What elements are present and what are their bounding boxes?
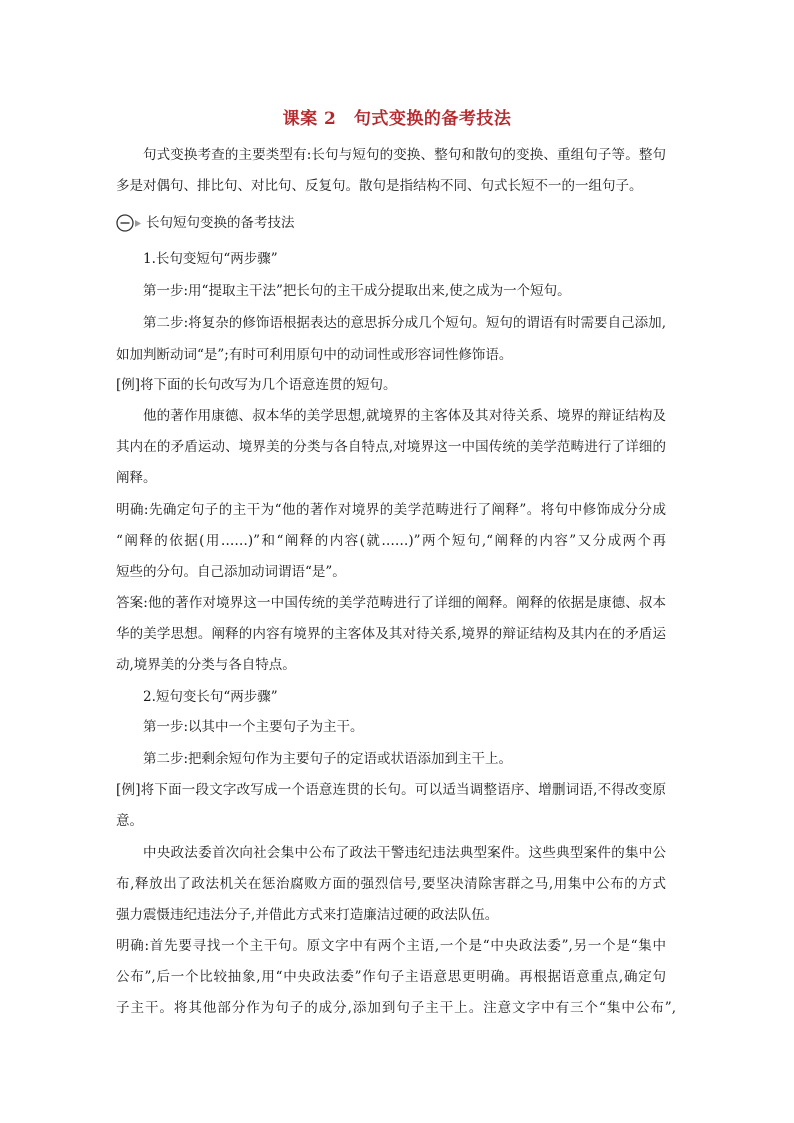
part2-example-line-1: 中央政法委首次向社会集中公布了政法干警违纪违法典型案件。这些典型案件的集中公	[143, 845, 666, 861]
section-number-circle-icon	[116, 212, 142, 234]
part2-explain-line-3: 子主干。将其他部分作为句子的成分,添加到句子主干上。注意文字中有三个“集中公布”,	[116, 1000, 676, 1016]
section-one-title: 长句短句变换的备考技法	[146, 215, 295, 231]
part1-answer-line-2: 华的美学思想。阐释的内容有境界的主客体及其对待关系,境界的辩证结构及其内在的矛盾运	[116, 626, 666, 642]
intro-line-1: 句式变换考查的主要类型有:长句与短句的变换、整句和散句的变换、重组句子等。整句	[143, 147, 666, 163]
part1-example-line-2: 其内在的矛盾运动、境界美的分类与各自特点,对境界这一中国传统的美学范畴进行了详细的	[116, 439, 666, 455]
part1-explain-line-1: 明确:先确定句子的主干为“他的著作对境界的美学范畴进行了阐释”。将句中修饰成分分成	[116, 502, 666, 518]
part1-step2-line-2: 如加判断动词“是”;有时可利用原句中的动词性或形容词性修饰语。	[116, 347, 513, 363]
part1-example-label: [例]将下面的长句改写为几个语意连贯的短句。	[116, 377, 397, 393]
part2-heading: 2.短句变长句“两步骤”	[143, 689, 278, 705]
page-title: 课案 2 句式变换的备考技法	[282, 109, 512, 129]
part1-step2-line-1: 第二步:将复杂的修饰语根据表达的意思拆分成几个短句。短句的谓语有时需要自己添加,	[143, 315, 666, 331]
part2-explain-line-2: 公布”,后一个比较抽象,用“中央政法委”作句子主语意思更明确。再根据语意重点,确定句	[116, 969, 666, 985]
section-one-heading	[116, 212, 295, 234]
part2-example-label-line-1: [例]将下面一段文字改写成一个语意连贯的长句。可以适当调整语序、增删词语,不得改变原	[116, 782, 666, 798]
part2-example-line-3: 强力震慑违纪违法分子,并借此方式来打造廉洁过硬的政法队伍。	[116, 907, 499, 923]
part2-explain-line-1: 明确:首先要寻找一个主干句。原文字中有两个主语,一个是“中央政法委”,另一个是“集中	[116, 938, 666, 954]
part1-explain-line-2: “阐释的依据(用……)”和“阐释的内容(就……)”两个短句,“阐释的内容”又分成两个再	[116, 533, 666, 549]
part1-explain-line-3: 短些的分句。自己添加动词谓语“是”。	[116, 564, 346, 580]
part2-step1: 第一步:以其中一个主要句子为主干。	[143, 719, 364, 735]
part1-example-line-3: 阐释。	[116, 470, 157, 486]
part2-example-line-2: 布,释放出了政法机关在惩治腐败方面的强烈信号,要坚决清除害群之马,用集中公布的方式	[116, 876, 666, 892]
part2-example-label-line-2: 意。	[116, 813, 143, 829]
part1-example-line-1: 他的著作用康德、叔本华的美学思想,就境界的主客体及其对待关系、境界的辩证结构及	[143, 408, 666, 424]
part1-answer-line-3: 动,境界美的分类与各自特点。	[116, 657, 296, 673]
part1-heading: 1.长句变短句“两步骤”	[143, 251, 278, 267]
part1-step1: 第一步:用“提取主干法”把长句的主干成分提取出来,使之成为一个短句。	[143, 283, 571, 299]
intro-line-2: 多是对偶句、排比句、对比句、反复句。散句是指结构不同、句式长短不一的一组句子。	[116, 178, 643, 194]
part2-step2: 第二步:把剩余短句作为主要句子的定语或状语添加到主干上。	[143, 751, 513, 767]
part1-answer-line-1: 答案:他的著作对境界这一中国传统的美学范畴进行了详细的阐释。阐释的依据是康德、叔本	[116, 595, 666, 611]
